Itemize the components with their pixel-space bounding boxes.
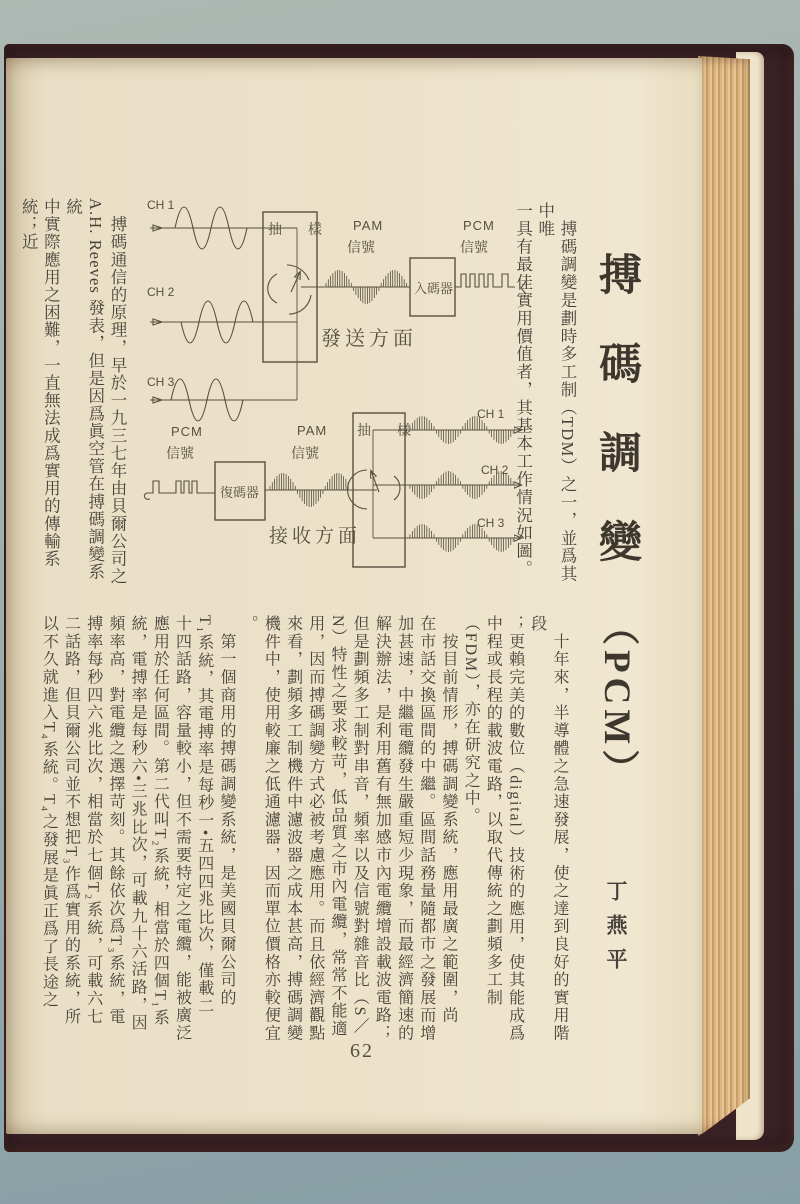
tx-ch3-label: CH 3 [147,375,175,389]
tx-ch2-label: CH 2 [147,285,175,299]
text-column: 中實際應用之困難，一直無法成爲實用的傳輸系統；近 [19,198,61,568]
page-number: 62 [350,1040,374,1062]
text-column: 十年來，半導體之急速發展，使之達到良好的實用階段 [528,615,568,1043]
text-column: 統，電搏率是每秒六•三兆比次，可載九十六活路，因 [129,615,147,1032]
text-column: N）特性之要求較苛，低品質之市內電纜，常常不能適 [328,615,346,1038]
text-column: 一具有最佳實用價值者，其基本工作情況如圖。 [513,202,533,578]
text-column: 按目前情形，搏碼調變系統，應用最廣之範圍，尚 [439,615,457,1025]
tx-pam-signal-label: 信號 [347,241,375,256]
tx-pam-label: PAM [353,218,384,233]
text-column: 搏碼調變是劃時多工制（TDM）之一，並爲其中唯 [535,202,577,583]
text-column: 在市話交換區間的中繼。區間話務量隨都市之發展而增 [417,615,435,1043]
text-column: 用，因而搏碼調變方式必被考慮應用。而且依經濟觀點 [306,615,324,1043]
text-column: 。 [240,615,258,633]
body-paragraphs [40,615,570,1049]
rx-ch3-label: CH 3 [477,516,505,530]
text-column: A.H. Reeves 發表，但是因爲眞空管在搏碼調變系統 [63,198,105,581]
tx-pcm-label: PCM [463,218,495,233]
text-column: 第一個商用的搏碼調變系統，是美國貝爾公司的 [217,615,235,1007]
pcm-block-diagram [105,182,540,608]
encoder-label: 入碼器 [414,281,454,296]
text-column: 解決辦法，是利用舊有無加感市內電纜增設載波電路； [373,615,391,1043]
text-column: 十四話路，容量較小，但不需要特定之電纜，能被廣泛 [173,615,191,1043]
rx-pam-waveform [270,473,348,507]
text-column: 加甚速，中繼電纜發生嚴重短少現象，而最經濟簡速的 [395,615,413,1043]
article-title [584,252,648,812]
text-column: 搏率每秒四六兆比次，相當於七個T₂系統，可載六七 [84,615,102,1026]
text-column: T₁系統，其電搏率是每秒一•五四四兆比次，僅載二 [195,615,213,1016]
text-column: （FDM），亦在研究之中。 [462,615,480,826]
rx-pam-label: PAM [297,423,328,438]
tx-pcm-signal-label: 信號 [460,241,488,256]
rx-ch2-label: CH 2 [481,463,509,477]
text-column: 以不久就進入T₄系統。T₄之發展是眞正爲了長途之 [40,615,58,1009]
text-column: 搏碼通信的原理，早於一九三七年由貝爾公司之 [108,198,127,586]
tx-ch1-label: CH 1 [147,198,175,212]
text-column: ；更賴完美的數位（digital）技術的應用，使其能成爲 [506,615,524,1043]
text-column: 頻率高，對電纜之選擇苛刻。其餘依次爲T₃系統，電 [106,615,124,1026]
tx-caption: 發送方面 [321,328,417,350]
transmit-diagram [147,198,526,421]
tx-line-end-mark [521,281,526,294]
text-column: 來看，劃頻多工制機件中濾波器之成本甚高，搏碼調變 [284,615,302,1043]
text-column: 二話路，但貝爾公司並不想把T₃作爲實用的系統，所 [62,615,80,1026]
tx-sampler-label: 抽 樣 [268,223,328,238]
rx-pam-signal-label: 信號 [291,447,319,462]
rx-ch1-label: CH 1 [477,407,505,421]
decoder-label: 復碼器 [220,485,260,500]
receive-diagram [144,407,521,567]
rx-sampler-label: 抽 樣 [357,424,417,439]
rx-pcm-label: PCM [171,424,203,439]
rx-pcm-signal-label: 信號 [166,447,194,462]
article-title-main: 搏碼調變 [593,252,640,608]
rx-pcm-waveform [144,481,215,499]
rx-caption: 接收方面 [269,526,362,547]
text-column: 應用於任何區間。第二代叫T₂系統，相當於四個T₁系 [151,615,169,1027]
input-sine-waves [171,207,253,421]
tx-pcm-waveform [455,274,515,287]
tx-rotary-switch-icon [268,265,311,314]
text-column: 但是劃頻多工制對串音，頻率以及信號對雜音比（S／ [351,615,369,1036]
text-column: 機件中，使用較廉之低通濾器，因而單位價格亦較便宜 [262,615,280,1043]
article-title-paren: （PCM） [596,608,637,792]
author-name: 丁燕平 [604,880,628,982]
text-column: 中程或長程的載波電路，以取代傳統之劃頻多工制 [484,615,502,1007]
rx-channel-waveforms [410,416,513,552]
